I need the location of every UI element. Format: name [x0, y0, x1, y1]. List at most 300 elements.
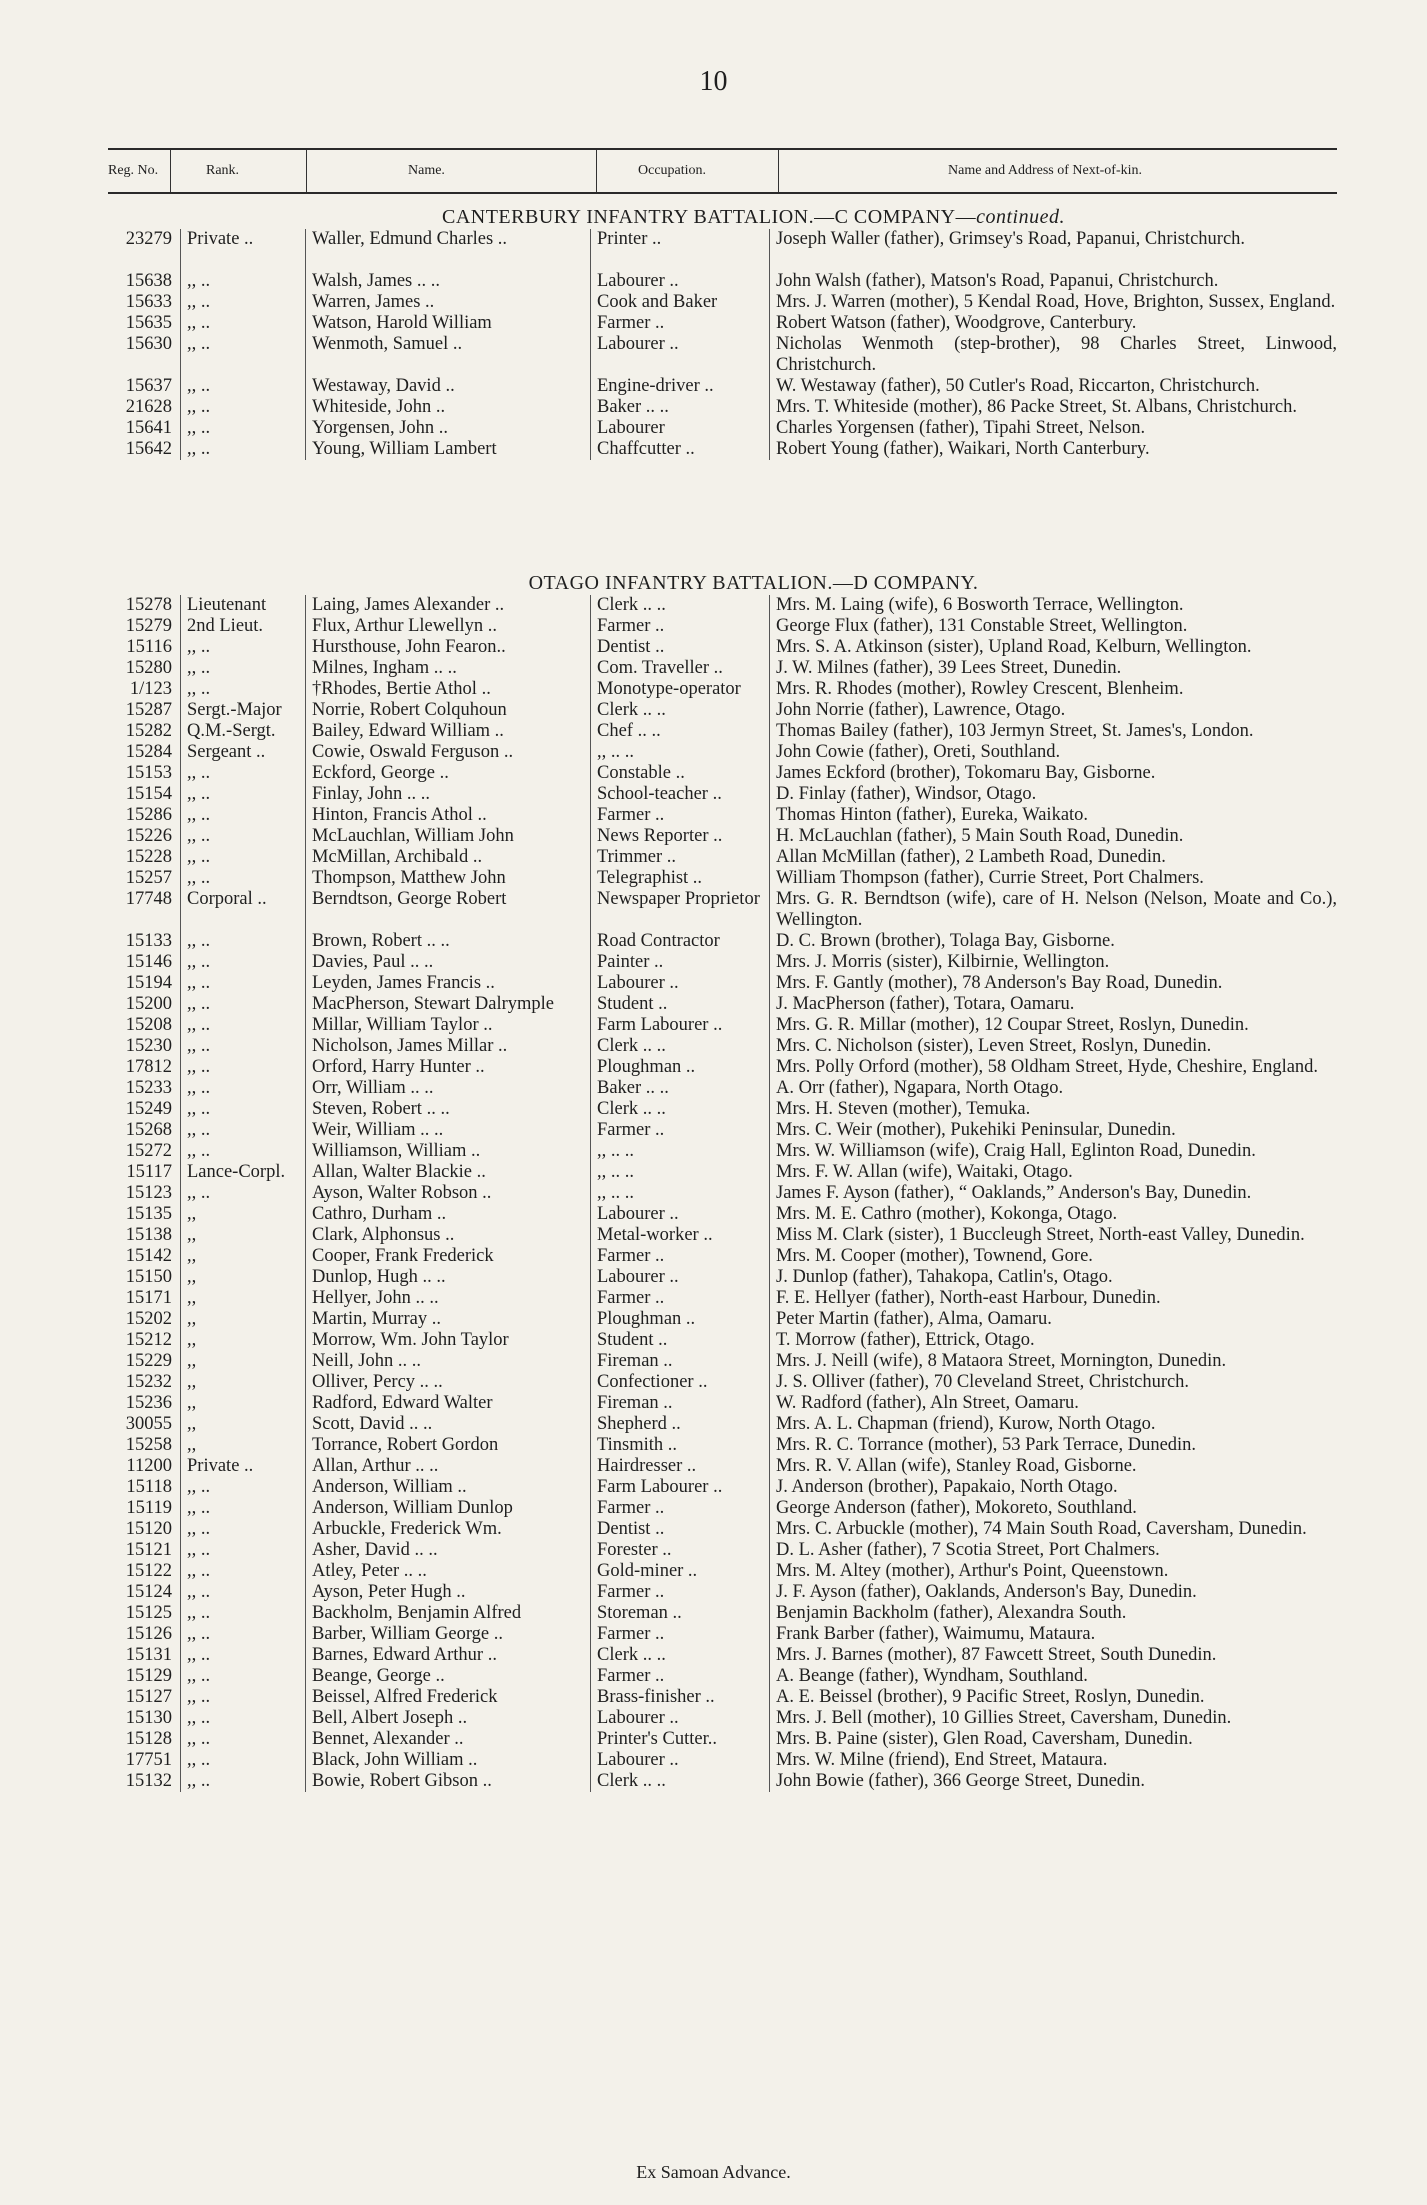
- name-cell: Neill, John .. ..: [306, 1351, 591, 1372]
- next-of-kin-cell: A. Beange (father), Wyndham, Southland.: [770, 1666, 1338, 1687]
- rank-cell: ,, ..: [181, 679, 306, 700]
- table-row: [110, 805, 1337, 826]
- occupation-cell: Clerk .. ..: [591, 1771, 770, 1792]
- next-of-kin-cell: W. Radford (father), Aln Street, Oamaru.: [770, 1393, 1338, 1414]
- table-row: [110, 595, 1337, 616]
- reg-no-cell: 15630: [125, 334, 172, 354]
- rank-cell: ,, ..: [181, 292, 306, 313]
- name-cell: Bennet, Alexander ..: [306, 1729, 591, 1750]
- occupation-cell: ,, .. ..: [591, 1162, 770, 1183]
- name-cell: Anderson, William ..: [306, 1477, 591, 1498]
- table-row: [110, 1309, 1337, 1330]
- next-of-kin-cell: J. S. Olliver (father), 70 Cleveland Street, Christchurch.: [770, 1372, 1338, 1393]
- rank-cell: ,, ..: [181, 973, 306, 994]
- rank-cell: Corporal ..: [181, 889, 306, 931]
- name-cell: Flux, Arthur Llewellyn ..: [306, 616, 591, 637]
- occupation-cell: News Reporter ..: [591, 826, 770, 847]
- occupation-cell: Clerk .. ..: [591, 700, 770, 721]
- name-cell: Yorgensen, John ..: [306, 418, 591, 439]
- name-cell: Nicholson, James Millar ..: [306, 1036, 591, 1057]
- occupation-cell: Ploughman ..: [591, 1057, 770, 1078]
- reg-no-cell: 15638: [125, 271, 172, 291]
- next-of-kin-cell: J. MacPherson (father), Totara, Oamaru.: [770, 994, 1338, 1015]
- occupation-cell: Farmer ..: [591, 616, 770, 637]
- reg-no-cell: 23279: [125, 229, 172, 249]
- reg-no-cell: 15236: [125, 1393, 172, 1413]
- table-row: [110, 1540, 1337, 1561]
- next-of-kin-cell: Mrs. W. Williamson (wife), Craig Hall, Eglinton Road, Dunedin.: [770, 1141, 1338, 1162]
- occupation-cell: Engine-driver ..: [591, 376, 770, 397]
- occupation-cell: Dentist ..: [591, 637, 770, 658]
- next-of-kin-cell: Mrs. R. V. Allan (wife), Stanley Road, Gisborne.: [770, 1456, 1338, 1477]
- name-cell: Radford, Edward Walter: [306, 1393, 591, 1414]
- next-of-kin-cell: Mrs. M. Laing (wife), 6 Bosworth Terrace, Wellington.: [770, 595, 1338, 616]
- next-of-kin-cell: John Norrie (father), Lawrence, Otago.: [770, 700, 1338, 721]
- name-cell: MacPherson, Stewart Dalrymple: [306, 994, 591, 1015]
- rank-cell: ,, ..: [181, 397, 306, 418]
- next-of-kin-cell: Benjamin Backholm (father), Alexandra South.: [770, 1603, 1338, 1624]
- section-title: CANTERBURY INFANTRY BATTALION.—C COMPANY—continued.: [441, 206, 1065, 228]
- table-row: [110, 418, 1337, 439]
- next-of-kin-cell: Mrs. R. Rhodes (mother), Rowley Crescent, Blenheim.: [770, 679, 1338, 700]
- next-of-kin-cell: James Eckford (brother), Tokomaru Bay, Gisborne.: [770, 763, 1338, 784]
- rank-cell: ,, ..: [181, 1498, 306, 1519]
- table-row: [110, 1582, 1337, 1603]
- rank-cell: ,, ..: [181, 1057, 306, 1078]
- next-of-kin-cell: W. Westaway (father), 50 Cutler's Road, Riccarton, Christchurch.: [770, 376, 1338, 397]
- name-cell: Backholm, Benjamin Alfred: [306, 1603, 591, 1624]
- table-row: [110, 1561, 1337, 1582]
- next-of-kin-cell: A. E. Beissel (brother), 9 Pacific Street, Roslyn, Dunedin.: [770, 1687, 1338, 1708]
- next-of-kin-cell: Mrs. J. Neill (wife), 8 Mataora Street, Mornington, Dunedin.: [770, 1351, 1338, 1372]
- next-of-kin-cell: John Cowie (father), Oreti, Southland.: [770, 742, 1338, 763]
- reg-no-cell: 15123: [125, 1183, 172, 1203]
- next-of-kin-cell: Robert Young (father), Waikari, North Canterbury.: [770, 439, 1338, 460]
- occupation-cell: Student ..: [591, 1330, 770, 1351]
- occupation-cell: Trimmer ..: [591, 847, 770, 868]
- rank-cell: ,, ..: [181, 1729, 306, 1750]
- name-cell: [306, 250, 591, 271]
- occupation-cell: Clerk .. ..: [591, 595, 770, 616]
- rank-cell: Q.M.-Sergt.: [181, 721, 306, 742]
- reg-no-cell: 15202: [125, 1309, 172, 1329]
- next-of-kin-cell: F. E. Hellyer (father), North-east Harbour, Dunedin.: [770, 1288, 1338, 1309]
- table-row: [110, 334, 1337, 376]
- occupation-cell: Printer's Cutter..: [591, 1729, 770, 1750]
- occupation-cell: Dentist ..: [591, 1519, 770, 1540]
- rank-cell: ,, ..: [181, 763, 306, 784]
- name-cell: Beissel, Alfred Frederick: [306, 1687, 591, 1708]
- occupation-cell: Labourer ..: [591, 1708, 770, 1729]
- next-of-kin-cell: A. Orr (father), Ngapara, North Otago.: [770, 1078, 1338, 1099]
- name-cell: Finlay, John .. ..: [306, 784, 591, 805]
- reg-no-cell: 15124: [125, 1582, 172, 1602]
- next-of-kin-cell: D. C. Brown (brother), Tolaga Bay, Gisborne.: [770, 931, 1338, 952]
- name-cell: Ayson, Peter Hugh ..: [306, 1582, 591, 1603]
- occupation-cell: Baker .. ..: [591, 1078, 770, 1099]
- rank-cell: ,, ..: [181, 952, 306, 973]
- rank-cell: ,, ..: [181, 826, 306, 847]
- occupation-cell: Clerk .. ..: [591, 1036, 770, 1057]
- reg-no-cell: 15230: [125, 1036, 172, 1056]
- rank-cell: ,,: [181, 1246, 306, 1267]
- table-row: [110, 1519, 1337, 1540]
- reg-no-cell: 17751: [125, 1750, 172, 1770]
- table-row: [110, 931, 1337, 952]
- name-cell: Walsh, James .. ..: [306, 271, 591, 292]
- rank-cell: ,,: [181, 1225, 306, 1246]
- next-of-kin-cell: Mrs. Polly Orford (mother), 58 Oldham Street, Hyde, Cheshire, England.: [770, 1057, 1338, 1078]
- rank-cell: ,, ..: [181, 1519, 306, 1540]
- reg-no-cell: 21628: [125, 397, 172, 417]
- name-cell: Asher, David .. ..: [306, 1540, 591, 1561]
- rank-cell: ,, ..: [181, 1603, 306, 1624]
- name-cell: Laing, James Alexander ..: [306, 595, 591, 616]
- reg-no-cell: 15194: [125, 973, 172, 993]
- next-of-kin-cell: Mrs. M. Altey (mother), Arthur's Point, Queenstown.: [770, 1561, 1338, 1582]
- occupation-cell: Telegraphist ..: [591, 868, 770, 889]
- reg-no-cell: 15286: [125, 805, 172, 825]
- next-of-kin-cell: John Bowie (father), 366 George Street, Dunedin.: [770, 1771, 1338, 1792]
- rank-cell: ,, ..: [181, 637, 306, 658]
- occupation-cell: Hairdresser ..: [591, 1456, 770, 1477]
- rank-cell: ,, ..: [181, 418, 306, 439]
- table-row: [110, 700, 1337, 721]
- name-cell: Leyden, James Francis ..: [306, 973, 591, 994]
- reg-no-cell: 15208: [125, 1015, 172, 1035]
- reg-no-cell: 15130: [125, 1708, 172, 1728]
- table-row: [110, 1624, 1337, 1645]
- name-cell: †Rhodes, Bertie Athol ..: [306, 679, 591, 700]
- rank-cell: ,, ..: [181, 1645, 306, 1666]
- next-of-kin-cell: Mrs. M. E. Cathro (mother), Kokonga, Otago.: [770, 1204, 1338, 1225]
- name-cell: Allan, Walter Blackie ..: [306, 1162, 591, 1183]
- rank-cell: ,, ..: [181, 1477, 306, 1498]
- name-cell: Olliver, Percy .. ..: [306, 1372, 591, 1393]
- name-cell: Thompson, Matthew John: [306, 868, 591, 889]
- table-row: [110, 1015, 1337, 1036]
- occupation-cell: Monotype-operator: [591, 679, 770, 700]
- next-of-kin-cell: Mrs. H. Steven (mother), Temuka.: [770, 1099, 1338, 1120]
- occupation-cell: Road Contractor: [591, 931, 770, 952]
- name-cell: Norrie, Robert Colquhoun: [306, 700, 591, 721]
- name-cell: Arbuckle, Frederick Wm.: [306, 1519, 591, 1540]
- rank-cell: ,, ..: [181, 1666, 306, 1687]
- next-of-kin-cell: Mrs. G. R. Millar (mother), 12 Coupar Street, Roslyn, Dunedin.: [770, 1015, 1338, 1036]
- reg-no-cell: 15280: [125, 658, 172, 678]
- name-cell: Orford, Harry Hunter ..: [306, 1057, 591, 1078]
- name-cell: Berndtson, George Robert: [306, 889, 591, 931]
- reg-no-cell: 15129: [125, 1666, 172, 1686]
- table-row: [110, 1099, 1337, 1120]
- occupation-cell: Labourer ..: [591, 334, 770, 376]
- rank-cell: ,, ..: [181, 1540, 306, 1561]
- name-cell: Westaway, David ..: [306, 376, 591, 397]
- rank-cell: ,,: [181, 1414, 306, 1435]
- reg-no-cell: 15272: [125, 1141, 172, 1161]
- table-row: [110, 1225, 1337, 1246]
- next-of-kin-cell: T. Morrow (father), Ettrick, Otago.: [770, 1330, 1338, 1351]
- header-rank: Rank.: [206, 163, 240, 178]
- next-of-kin-cell: Nicholas Wenmoth (step-brother), 98 Charles Street, Linwood, Christchurch.: [770, 334, 1338, 376]
- next-of-kin-cell: J. F. Ayson (father), Oaklands, Anderson's Bay, Dunedin.: [770, 1582, 1338, 1603]
- occupation-cell: ,, .. ..: [591, 742, 770, 763]
- reg-no-cell: 15118: [126, 1477, 172, 1497]
- occupation-cell: Ploughman ..: [591, 1309, 770, 1330]
- reg-no-cell: 15257: [125, 868, 172, 888]
- rank-cell: ,, ..: [181, 1750, 306, 1771]
- table-row: [110, 1246, 1337, 1267]
- name-cell: Barber, William George ..: [306, 1624, 591, 1645]
- next-of-kin-cell: Mrs. C. Weir (mother), Pukehiki Peninsular, Dunedin.: [770, 1120, 1338, 1141]
- rank-cell: Sergeant ..: [181, 742, 306, 763]
- table-row: [110, 1162, 1337, 1183]
- table-row: [110, 397, 1337, 418]
- occupation-cell: Fireman ..: [591, 1393, 770, 1414]
- reg-no-cell: 15282: [125, 721, 172, 741]
- rank-cell: ,, ..: [181, 1036, 306, 1057]
- rank-cell: Sergt.-Major: [181, 700, 306, 721]
- occupation-cell: ,, .. ..: [591, 1183, 770, 1204]
- table-row: [110, 826, 1337, 847]
- reg-no-cell: 15132: [125, 1771, 172, 1791]
- reg-no-cell: 15122: [125, 1561, 172, 1581]
- occupation-cell: Clerk .. ..: [591, 1099, 770, 1120]
- next-of-kin-cell: Frank Barber (father), Waimumu, Mataura.: [770, 1624, 1338, 1645]
- table-row: [110, 1393, 1337, 1414]
- table-row: [110, 742, 1337, 763]
- name-cell: Hinton, Francis Athol ..: [306, 805, 591, 826]
- occupation-cell: Farmer ..: [591, 1624, 770, 1645]
- next-of-kin-cell: Charles Yorgensen (father), Tipahi Street, Nelson.: [770, 418, 1338, 439]
- occupation-cell: Farmer ..: [591, 1666, 770, 1687]
- reg-no-cell: 1/123: [129, 679, 172, 699]
- name-cell: Wenmoth, Samuel ..: [306, 334, 591, 376]
- name-cell: Weir, William .. ..: [306, 1120, 591, 1141]
- next-of-kin-cell: D. Finlay (father), Windsor, Otago.: [770, 784, 1338, 805]
- rank-cell: ,, ..: [181, 313, 306, 334]
- rank-cell: Private ..: [181, 1456, 306, 1477]
- occupation-cell: Farmer ..: [591, 1582, 770, 1603]
- next-of-kin-cell: Mrs. B. Paine (sister), Glen Road, Caversham, Dunedin.: [770, 1729, 1338, 1750]
- name-cell: Dunlop, Hugh .. ..: [306, 1267, 591, 1288]
- occupation-cell: Farm Labourer ..: [591, 1477, 770, 1498]
- next-of-kin-cell: Mrs. J. Barnes (mother), 87 Fawcett Street, South Dunedin.: [770, 1645, 1338, 1666]
- name-cell: Barnes, Edward Arthur ..: [306, 1645, 591, 1666]
- rank-cell: ,, ..: [181, 1141, 306, 1162]
- reg-no-cell: 15226: [125, 826, 172, 846]
- occupation-cell: Constable ..: [591, 763, 770, 784]
- next-of-kin-cell: George Flux (father), 131 Constable Street, Wellington.: [770, 616, 1338, 637]
- occupation-cell: Newspaper Proprietor: [591, 889, 770, 931]
- rank-cell: ,,: [181, 1267, 306, 1288]
- reg-no-cell: 15633: [125, 292, 172, 312]
- rank-cell: ,, ..: [181, 1582, 306, 1603]
- name-cell: Bell, Albert Joseph ..: [306, 1708, 591, 1729]
- occupation-cell: Confectioner ..: [591, 1372, 770, 1393]
- occupation-cell: Farmer ..: [591, 1498, 770, 1519]
- table-row: [110, 376, 1337, 397]
- occupation-cell: Metal-worker ..: [591, 1225, 770, 1246]
- name-cell: Bowie, Robert Gibson ..: [306, 1771, 591, 1792]
- table-row: [110, 952, 1337, 973]
- occupation-cell: Shepherd ..: [591, 1414, 770, 1435]
- table-row: [110, 1036, 1337, 1057]
- rank-cell: ,, ..: [181, 1099, 306, 1120]
- table-row: [110, 1603, 1337, 1624]
- header-next-of-kin: Name and Address of Next-of-kin.: [948, 163, 1143, 178]
- next-of-kin-cell: Mrs. M. Cooper (mother), Townend, Gore.: [770, 1246, 1338, 1267]
- rank-cell: ,, ..: [181, 1771, 306, 1792]
- next-of-kin-cell: Mrs. C. Nicholson (sister), Leven Street, Roslyn, Dunedin.: [770, 1036, 1338, 1057]
- name-cell: Allan, Arthur .. ..: [306, 1456, 591, 1477]
- reg-no-cell: 15138: [125, 1225, 172, 1245]
- reg-no-cell: 15119: [126, 1498, 172, 1518]
- reg-no-cell: 15212: [125, 1330, 172, 1350]
- rank-cell: ,, ..: [181, 868, 306, 889]
- occupation-cell: Storeman ..: [591, 1603, 770, 1624]
- reg-no-cell: 15268: [125, 1120, 172, 1140]
- name-cell: Davies, Paul .. ..: [306, 952, 591, 973]
- next-of-kin-cell: Mrs. G. R. Berndtson (wife), care of H. Nelson (Nelson, Moate and Co.), Wellington.: [770, 889, 1338, 931]
- name-cell: Beange, George ..: [306, 1666, 591, 1687]
- next-of-kin-cell: H. McLauchlan (father), 5 Main South Road, Dunedin.: [770, 826, 1338, 847]
- reg-no-cell: 15641: [125, 418, 172, 438]
- next-of-kin-cell: Mrs. A. L. Chapman (friend), Kurow, North Otago.: [770, 1414, 1338, 1435]
- rank-cell: ,, ..: [181, 376, 306, 397]
- table-row: [110, 1057, 1337, 1078]
- table-row: [110, 868, 1337, 889]
- table-row: [110, 1183, 1337, 1204]
- page-number: 10: [699, 66, 728, 97]
- occupation-cell: Labourer ..: [591, 973, 770, 994]
- occupation-cell: Farmer ..: [591, 313, 770, 334]
- next-of-kin-cell: Mrs. W. Milne (friend), End Street, Mataura.: [770, 1750, 1338, 1771]
- table-row: [110, 1288, 1337, 1309]
- name-cell: Hursthouse, John Fearon..: [306, 637, 591, 658]
- next-of-kin-cell: George Anderson (father), Mokoreto, Southland.: [770, 1498, 1338, 1519]
- table-row: [110, 973, 1337, 994]
- table-row: [110, 1330, 1337, 1351]
- table-row: [110, 292, 1337, 313]
- reg-no-cell: 15116: [126, 637, 172, 657]
- reg-no-cell: 15279: [125, 616, 172, 636]
- table-row: [110, 763, 1337, 784]
- rank-cell: Lieutenant: [181, 595, 306, 616]
- table-row: [110, 229, 1337, 250]
- next-of-kin-cell: J. W. Milnes (father), 39 Lees Street, Dunedin.: [770, 658, 1338, 679]
- name-cell: Ayson, Walter Robson ..: [306, 1183, 591, 1204]
- occupation-cell: Student ..: [591, 994, 770, 1015]
- next-of-kin-cell: Mrs. T. Whiteside (mother), 86 Packe Street, St. Albans, Christchurch.: [770, 397, 1338, 418]
- reg-no-cell: 15228: [125, 847, 172, 867]
- next-of-kin-cell: William Thompson (father), Currie Street, Port Chalmers.: [770, 868, 1338, 889]
- name-cell: Morrow, Wm. John Taylor: [306, 1330, 591, 1351]
- header-name: Name.: [408, 163, 445, 178]
- reg-no-cell: [110, 250, 181, 271]
- rank-cell: Private ..: [181, 229, 306, 250]
- next-of-kin-cell: John Walsh (father), Matson's Road, Papanui, Christchurch.: [770, 271, 1338, 292]
- table-row: [110, 637, 1337, 658]
- table-row: [110, 1267, 1337, 1288]
- table-row: [110, 994, 1337, 1015]
- reg-no-cell: 15146: [125, 952, 172, 972]
- name-cell: Steven, Robert .. ..: [306, 1099, 591, 1120]
- name-cell: Clark, Alphonsus ..: [306, 1225, 591, 1246]
- section-otago-d-company: [110, 572, 1337, 1792]
- rank-cell: ,, ..: [181, 658, 306, 679]
- rank-cell: ,, ..: [181, 334, 306, 376]
- table-row: [110, 1687, 1337, 1708]
- name-cell: Cowie, Oswald Ferguson ..: [306, 742, 591, 763]
- reg-no-cell: 15126: [125, 1624, 172, 1644]
- reg-no-cell: 15128: [125, 1729, 172, 1749]
- roll-table-canterbury: [110, 229, 1337, 460]
- name-cell: Milnes, Ingham .. ..: [306, 658, 591, 679]
- table-row: [110, 1729, 1337, 1750]
- table-row: [110, 1351, 1337, 1372]
- reg-no-cell: 15117: [126, 1162, 172, 1182]
- table-row: [110, 1435, 1337, 1456]
- reg-no-cell: 15635: [125, 313, 172, 333]
- table-row: [110, 313, 1337, 334]
- reg-no-cell: 11200: [126, 1456, 172, 1476]
- next-of-kin-cell: D. L. Asher (father), 7 Scotia Street, Port Chalmers.: [770, 1540, 1338, 1561]
- rank-cell: ,,: [181, 1330, 306, 1351]
- table-row: [110, 1078, 1337, 1099]
- reg-no-cell: 15131: [125, 1645, 172, 1665]
- name-cell: McLauchlan, William John: [306, 826, 591, 847]
- rank-cell: ,, ..: [181, 1624, 306, 1645]
- name-cell: Watson, Harold William: [306, 313, 591, 334]
- rank-cell: ,, ..: [181, 1708, 306, 1729]
- table-row: [110, 1708, 1337, 1729]
- table-row: [110, 271, 1337, 292]
- reg-no-cell: 15171: [125, 1288, 172, 1308]
- rank-cell: [181, 250, 306, 271]
- table-row: [110, 1498, 1337, 1519]
- occupation-cell: Labourer: [591, 418, 770, 439]
- table-row: [110, 1372, 1337, 1393]
- rank-cell: ,, ..: [181, 805, 306, 826]
- header-occupation: Occupation.: [638, 163, 707, 178]
- rank-cell: ,, ..: [181, 1183, 306, 1204]
- table-row: [110, 784, 1337, 805]
- table-row: [110, 889, 1337, 931]
- next-of-kin-cell: Mrs. F. W. Allan (wife), Waitaki, Otago.: [770, 1162, 1338, 1183]
- occupation-cell: Farm Labourer ..: [591, 1015, 770, 1036]
- rank-cell: ,, ..: [181, 994, 306, 1015]
- occupation-cell: Labourer ..: [591, 1267, 770, 1288]
- reg-no-cell: 15233: [125, 1078, 172, 1098]
- name-cell: Waller, Edmund Charles ..: [306, 229, 591, 250]
- occupation-cell: Brass-finisher ..: [591, 1687, 770, 1708]
- rank-cell: ,,: [181, 1435, 306, 1456]
- rank-cell: ,, ..: [181, 1561, 306, 1582]
- rank-cell: ,,: [181, 1393, 306, 1414]
- table-row: [110, 439, 1337, 460]
- next-of-kin-cell: Peter Martin (father), Alma, Oamaru.: [770, 1309, 1338, 1330]
- reg-no-cell: 15127: [125, 1687, 172, 1707]
- occupation-cell: Fireman ..: [591, 1351, 770, 1372]
- rank-cell: Lance-Corpl.: [181, 1162, 306, 1183]
- occupation-cell: Printer ..: [591, 229, 770, 250]
- next-of-kin-cell: Thomas Hinton (father), Eureka, Waikato.: [770, 805, 1338, 826]
- reg-no-cell: 15142: [125, 1246, 172, 1266]
- reg-no-cell: 15125: [125, 1603, 172, 1623]
- table-row: [110, 721, 1337, 742]
- next-of-kin-cell: Mrs. J. Warren (mother), 5 Kendal Road, Hove, Brighton, Sussex, England.: [770, 292, 1338, 313]
